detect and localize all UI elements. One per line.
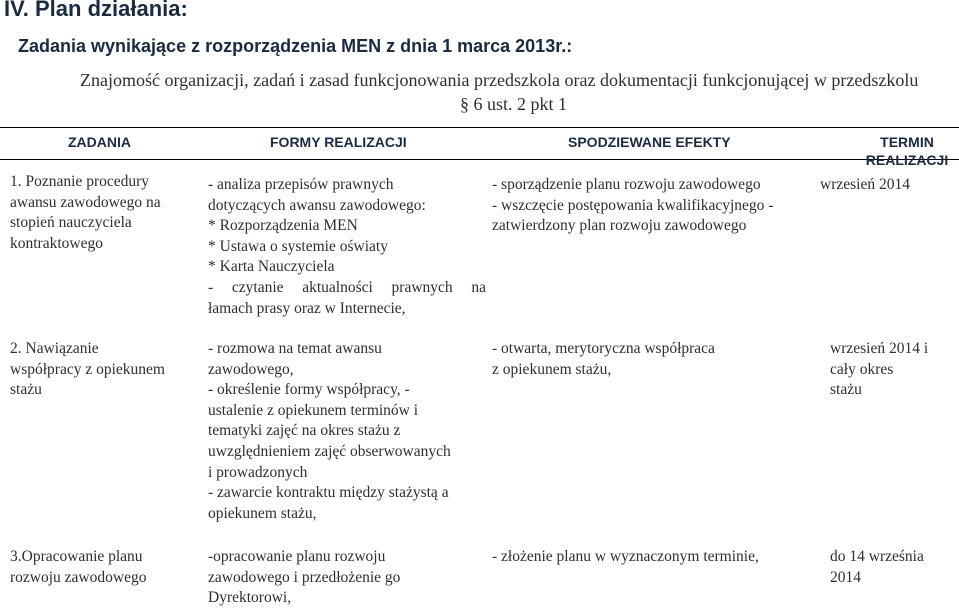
table-header-rule <box>0 159 959 160</box>
column-header-zadania: ZADANIA <box>68 134 131 150</box>
table-top-rule <box>0 127 959 128</box>
column-header-termin <box>862 133 952 169</box>
table-row-3-termin <box>830 547 955 588</box>
section-subheading: Zadania wynikające z rozporządzenia MEN z dnia 1 marca 2013r.: <box>18 36 573 56</box>
text-line: stopień nauczyciela <box>10 214 132 232</box>
table-row-3-efekty <box>492 547 812 568</box>
text-line: z opiekunem stażu, <box>492 360 612 378</box>
text-line: zawodowego i przedłożenie go <box>208 568 401 586</box>
text-line: 2. Nawiązanie <box>10 340 99 357</box>
table-row-2-termin <box>830 339 955 401</box>
section-heading: IV. Plan działania: <box>4 0 188 21</box>
text-line: - złożenie planu w wyznaczonym terminie, <box>492 548 759 565</box>
intro-reference: § 6 ust. 2 pkt 1 <box>460 94 568 114</box>
text-line: * Ustawa o systemie oświaty <box>208 237 388 255</box>
table-row-1-zadanie <box>10 172 190 254</box>
text-line: - czytanie aktualności prawnych na <box>208 278 486 296</box>
text-line: -opracowanie planu rozwoju <box>208 548 386 565</box>
text-line: - sporządzenie planu rozwoju zawodowego <box>492 176 761 193</box>
text-line: kontraktowego <box>10 234 103 252</box>
text-line: współpracy z opiekunem <box>10 360 165 378</box>
text-line: uwzględnieniem zajęć obserwowanych <box>208 442 451 460</box>
text-line: rozwoju zawodowego <box>10 568 147 586</box>
intro-text: Znajomość organizacji, zadań i zasad funkcjonowania przedszkola oraz dokumentacji funkcjonującej w przedszkolu <box>80 70 919 90</box>
text-line: - rozmowa na temat awansu <box>208 340 382 357</box>
table-row-1-formy <box>208 175 486 319</box>
text-line: dotyczących awansu zawodowego: <box>208 196 426 214</box>
text-line: 2014 <box>830 568 861 586</box>
column-header-termin-line1: TERMIN <box>880 134 934 150</box>
text-line: zatwierdzony plan rozwoju zawodowego <box>492 217 747 235</box>
column-header-formy: FORMY REALIZACJI <box>270 134 407 150</box>
text-line: łamach prasy oraz w Internecie, <box>208 299 406 317</box>
table-row-3-zadanie <box>10 547 190 588</box>
text-line: Dyrektorowi, <box>208 589 292 607</box>
text-line: - wszczęcie postępowania kwalifikacyjnego - <box>492 196 774 214</box>
text-line: tematyki zajęć na okres stażu z <box>208 422 401 440</box>
table-row-1-termin <box>820 175 945 196</box>
column-header-termin-line2: REALIZACJI <box>865 152 949 168</box>
text-line: awansu zawodowego na <box>10 193 161 211</box>
text-line: wrzesień 2014 <box>820 176 910 193</box>
text-line: 3.Opracowanie planu <box>10 548 143 565</box>
column-header-efekty: SPODZIEWANE EFEKTY <box>568 134 731 150</box>
text-line: cały okres <box>830 360 894 378</box>
text-line: ustalenie z opiekunem terminów i <box>208 401 419 419</box>
text-line: do 14 września <box>830 548 924 565</box>
text-line: zawodowego, <box>208 360 294 378</box>
text-line: i prowadzonych <box>208 463 308 481</box>
text-line: - określenie formy współpracy, - <box>208 381 410 399</box>
text-line: wrzesień 2014 i <box>830 340 929 357</box>
text-line: * Karta Nauczyciela <box>208 258 335 276</box>
text-line: stażu <box>10 381 42 399</box>
table-row-2-formy <box>208 339 486 524</box>
text-line: stażu <box>830 381 862 399</box>
table-row-1-efekty <box>492 175 812 237</box>
text-line: opiekunem stażu, <box>208 504 317 522</box>
table-row-2-zadanie <box>10 339 190 401</box>
table-row-3-formy <box>208 547 486 609</box>
text-line: - analiza przepisów prawnych <box>208 176 394 193</box>
text-line: - otwarta, merytoryczna współpraca <box>492 340 715 357</box>
text-line: * Rozporządzenia MEN <box>208 217 358 235</box>
table-row-2-efekty <box>492 339 812 380</box>
text-line: - zawarcie kontraktu między stażystą a <box>208 484 449 502</box>
text-line: 1. Poznanie procedury <box>10 173 150 190</box>
